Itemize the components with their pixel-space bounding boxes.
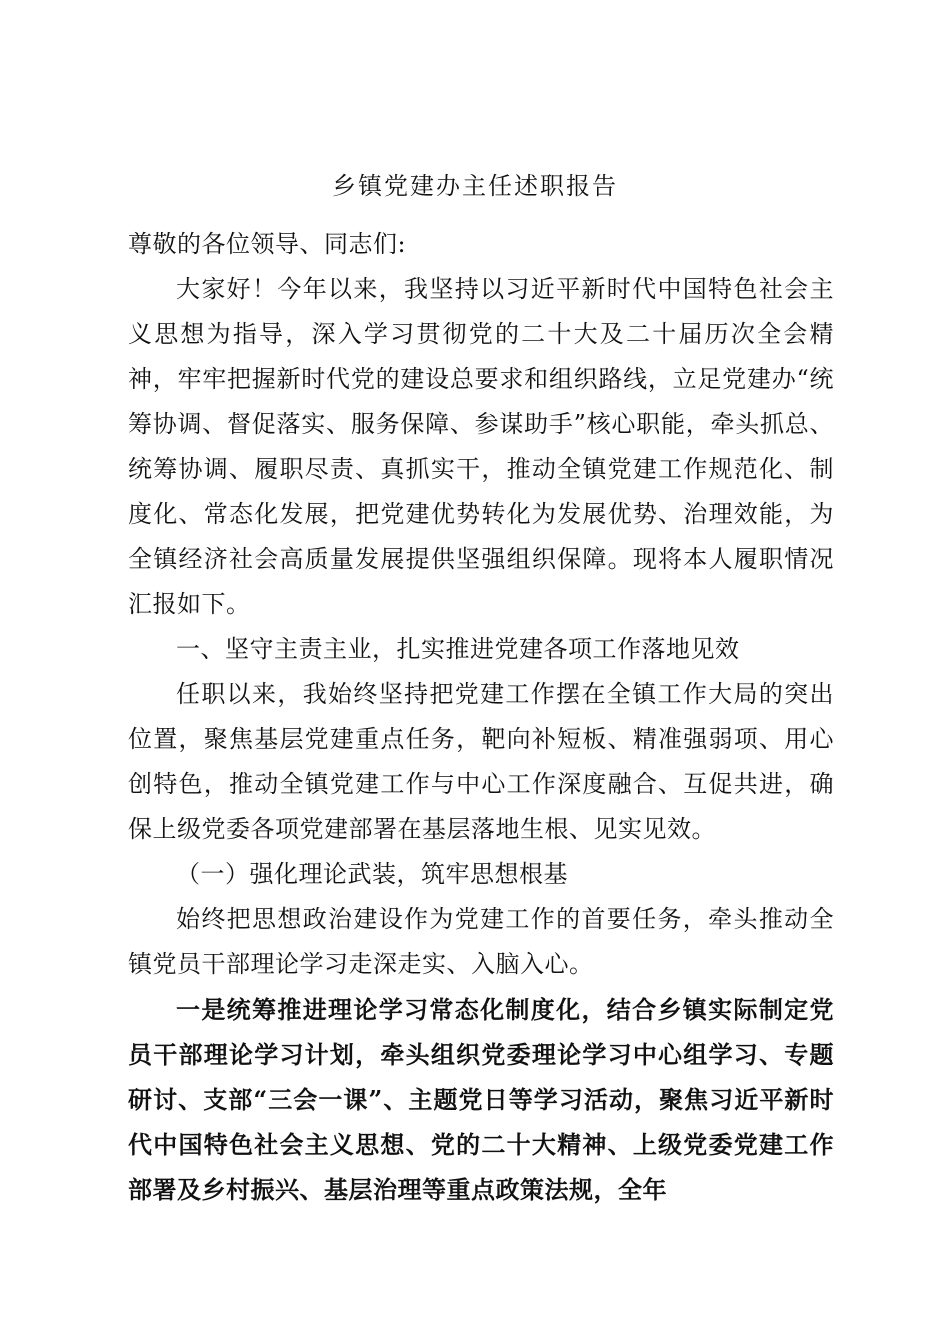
paragraph-section-1: 任职以来，我始终坚持把党建工作摆在全镇工作大局的突出位置，聚焦基层党建重点任务，靶向补短板、精准强弱项、用心创特色，推动全镇党建工作与中心工作深度融合、互促共进，确保上级党委各项党建部署在基层落地生根、见实见效。 [128, 680, 834, 843]
paragraph-intro: 大家好！今年以来，我坚持以习近平新时代中国特色社会主义思想为指导，深入学习贯彻党的二十大及二十届历次全会精神，牢牢把握新时代党的建设总要求和组织路线，立足党建办“统筹协调、督促落实、服务保障、参谋助手”核心职能，牵头抓总、统筹协调、履职尽责、真抓实干，推动全镇党建工作规范化、制度化、常态化发展，把党建优势转化为发展优势、治理效能，为全镇经济社会高质量发展提供坚强组织保障。现将本人履职情况汇报如下。 [128, 275, 834, 618]
section-heading-1: 一、坚守主责主业，扎实推进党建各项工作落地见效 [176, 635, 740, 663]
document-body [128, 222, 834, 1212]
subsection-heading-1: （一）强化理论武装，筑牢思想根基 [176, 860, 568, 888]
document-title: 乡镇党建办主任述职报告 [332, 172, 618, 200]
salutation: 尊敬的各位领导、同志们: [128, 230, 407, 258]
paragraph-subsection-1: 始终把思想政治建设作为党建工作的首要任务，牵头推动全镇党员干部理论学习走深走实、入脑入心。 [128, 905, 834, 978]
paragraph-bold-point-1: 一是统筹推进理论学习常态化制度化，结合乡镇实际制定党员干部理论学习计划，牵头组织党委理论学习中心组学习、专题研讨、支部“三会一课”、主题党日等学习活动，聚焦习近平新时代中国特色社会主义思想、党的二十大精神、上级党委党建工作部署及乡村振兴、基层治理等重点政策法规，全年 [128, 995, 834, 1204]
